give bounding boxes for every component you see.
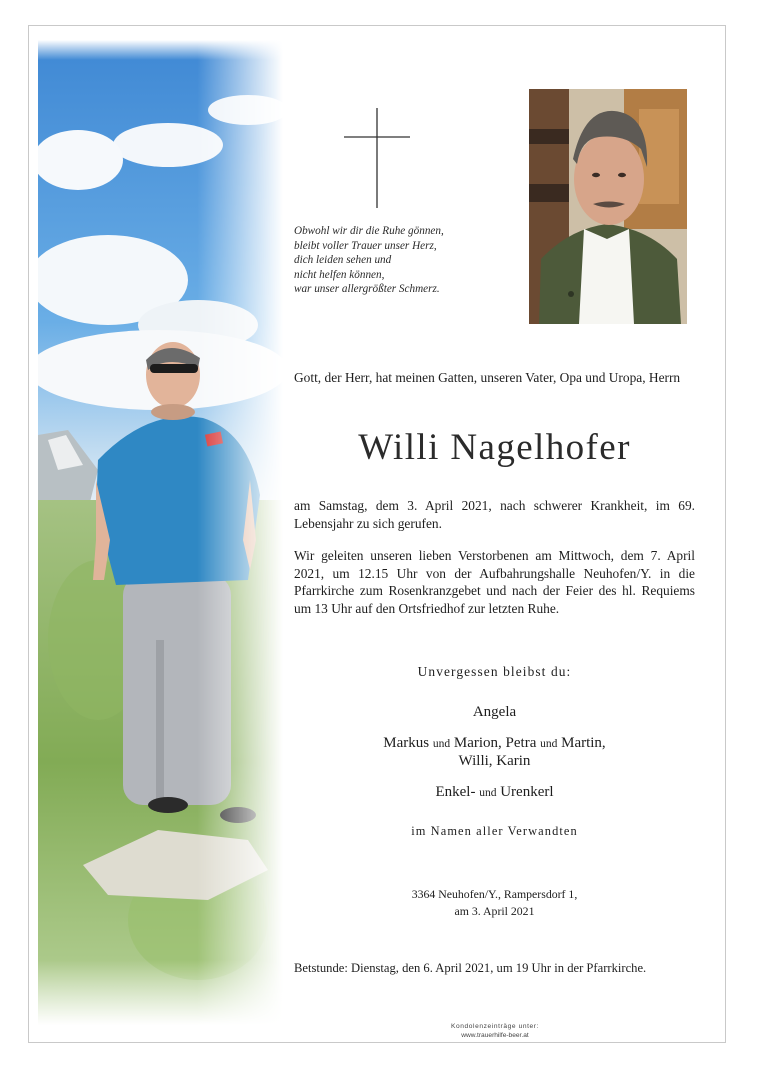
und-connector: und bbox=[432, 738, 451, 750]
cross-icon bbox=[344, 108, 410, 208]
mourner-child: Martin, bbox=[561, 735, 606, 751]
condolence-label: Kondolenzeinträge unter: bbox=[450, 1023, 540, 1030]
intro-text: Gott, der Herr, hat meinen Gatten, unseren Vater, Opa und Uropa, Herrn bbox=[294, 370, 681, 385]
mourner-enkel: Enkel- bbox=[435, 784, 476, 800]
poem-line: Obwohl wir dir die Ruhe gönnen, bbox=[294, 225, 444, 237]
prayer-hour: Betstunde: Dienstag, den 6. April 2021, um 19 Uhr in der Pfarrkirche. bbox=[294, 961, 647, 975]
unvergessen-heading: Unvergessen bleibst du: bbox=[417, 664, 572, 679]
mourner-urenkel: Urenkerl bbox=[500, 784, 554, 800]
relatives-line: im Namen aller Verwandten bbox=[411, 824, 578, 838]
poem bbox=[294, 224, 504, 297]
und-connector: und bbox=[479, 787, 497, 799]
mourner-children-line2: Willi, Karin bbox=[458, 753, 531, 769]
mourner-spouse: Angela bbox=[472, 704, 517, 720]
condolence-url[interactable]: www.trauerhilfe-beer.at bbox=[461, 1031, 529, 1039]
mourner-child: Markus bbox=[383, 735, 430, 751]
funeral-text: Wir geleiten unseren lieben Verstorbenen am Mittwoch, dem 7. April 2021, um 12.15 Uhr von der Aufbahrungshalle Neuhofen/Y. in die Pfarrkirche zum Rosenkranzgebet und nach der Feier des hl. Requiems um 13 Uhr auf den Ortsfriedhof zur letzten Ruhe. bbox=[294, 548, 695, 616]
poem-line: dich leiden sehen und bbox=[294, 254, 392, 267]
mourner-child: Marion, Petra bbox=[453, 735, 537, 751]
photo-fade-bottom bbox=[38, 960, 283, 1025]
death-text: am Samstag, dem 3. April 2021, nach schwerer Krankheit, im 69. Lebensjahr zu sich gerufen. bbox=[294, 498, 695, 531]
mourner-children bbox=[294, 735, 695, 752]
und-connector: und bbox=[540, 738, 558, 750]
poem-line: bleibt voller Trauer unser Herz, bbox=[294, 239, 437, 252]
poem-line: war unser allergrößter Schmerz. bbox=[294, 283, 440, 296]
deceased-name: Willi Nagelhofer bbox=[358, 427, 631, 468]
portrait-photo bbox=[529, 89, 687, 324]
poem-line: nicht helfen können, bbox=[294, 268, 385, 281]
memorial-photo-landscape bbox=[38, 40, 283, 1025]
address-date: am 3. April 2021 bbox=[454, 903, 535, 918]
address-block bbox=[294, 886, 695, 919]
address-line: 3364 Neuhofen/Y., Rampersdorf 1, bbox=[411, 887, 578, 901]
photo-fade-top bbox=[38, 40, 283, 60]
mourner-grandchildren bbox=[294, 784, 695, 801]
condolence-footer bbox=[400, 1023, 590, 1040]
